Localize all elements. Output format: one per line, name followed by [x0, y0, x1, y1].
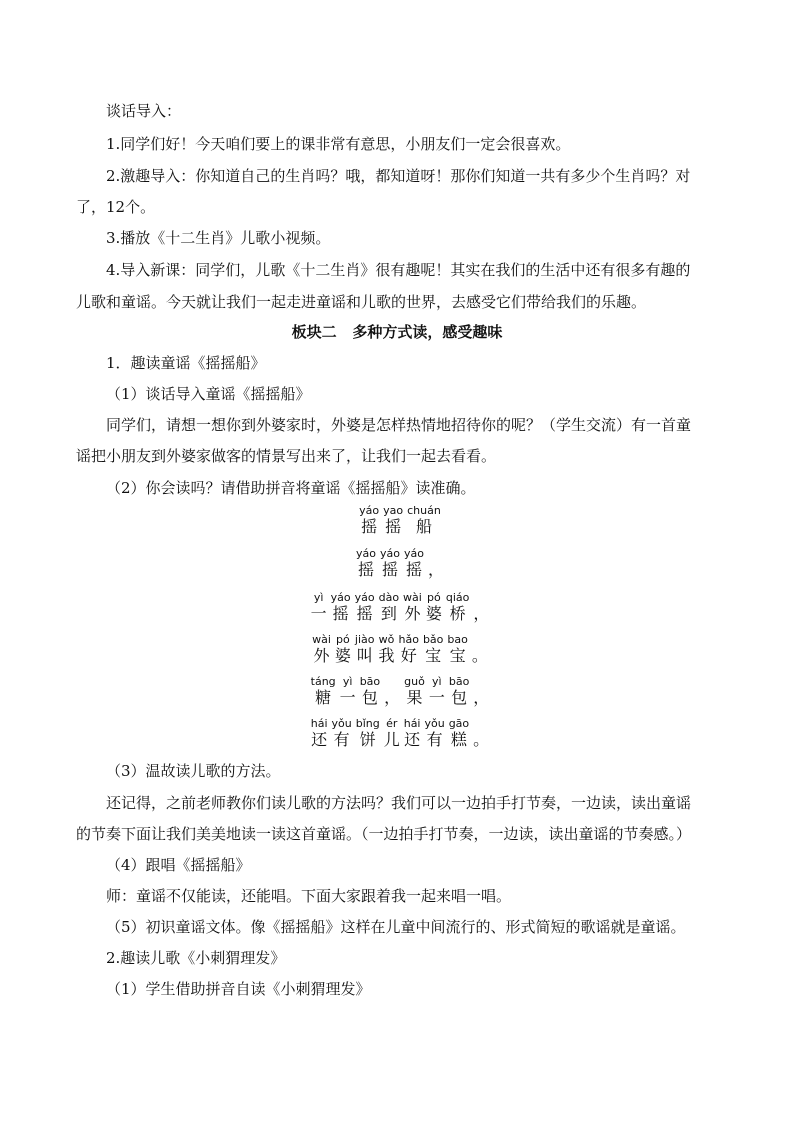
step-title: （4）跟唱《摇摇船》: [106, 856, 251, 874]
poem-char: 桥qiáo: [445, 591, 470, 623]
poem-char: 一yì: [428, 675, 445, 707]
paragraph-line: 了，12个。: [76, 198, 156, 216]
paragraph-line: 还记得，之前老师教你们读儿歌的方法吗？我们可以一边拍手打节奏，一边读，读出童谣: [106, 794, 692, 812]
poem-char: 摇yáo: [403, 547, 424, 579]
step-title: （1）学生借助拼音自读《小刺猬理发》: [106, 980, 371, 998]
paragraph-line: 谣把小朋友到外婆家做客的情景写出来了，让我们一起去看看。: [76, 447, 497, 465]
poem-char: ，: [427, 560, 444, 579]
poem-char: 还hái: [403, 717, 421, 749]
poem-char: 好hǎo: [398, 633, 419, 665]
poem-char: 外wài: [312, 633, 331, 665]
poem-char: 摇yao: [383, 504, 404, 536]
poem-line: [250, 634, 550, 666]
poem-char: 果guǒ: [404, 675, 425, 707]
poem-char: 叫jiào: [354, 633, 375, 665]
poem-line: [250, 718, 550, 750]
paragraph-line: 同学们，请想一想你到外婆家时，外婆是怎样热情地招待你的呢？（学生交流）有一首童: [106, 416, 692, 434]
poem-line: [250, 505, 550, 537]
paragraph-line: 师：童谣不仅能读，还能唱。下面大家跟着我一起来唱一唱。: [106, 887, 512, 905]
step-title: （1）谈话导入童谣《摇摇船》: [106, 385, 311, 403]
poem-char: 一yì: [310, 591, 327, 623]
poem-char: 。: [471, 646, 488, 665]
poem-char: 包bāo: [359, 675, 381, 707]
poem-char: 到dào: [378, 591, 400, 623]
poem-char: 婆pó: [334, 633, 351, 665]
poem-char: ，: [384, 688, 401, 707]
poem-line: [250, 592, 550, 624]
poem-char: 饼bǐng: [355, 717, 380, 749]
paragraph-line: 儿歌和童谣。今天就让我们一起走进童谣和儿歌的世界，去感受它们带给我们的乐趣。: [76, 293, 647, 311]
poem-char: ，: [473, 688, 490, 707]
poem-char: 有yǒu: [424, 717, 445, 749]
poem-char: 糕gāo: [448, 717, 470, 749]
poem-char: 婆pó: [425, 591, 442, 623]
paragraph-line: （5）初识童谣文体。像《摇摇船》这样在儿童中间流行的、形式简短的歌谣就是童谣。: [106, 918, 686, 936]
paragraph-line: 3.播放《十二生肖》儿歌小视频。: [106, 229, 331, 247]
poem-char: ，: [473, 604, 490, 623]
poem-char: 糖táng: [310, 675, 336, 707]
subsection-title: 1．趣读童谣《摇摇船》: [106, 354, 266, 372]
intro-label: 谈话导入：: [106, 102, 182, 120]
section-heading: 板块二 多种方式读，感受趣味: [291, 323, 503, 341]
poem-char: 船chuán: [407, 504, 441, 536]
poem-char: 摇yáo: [330, 591, 351, 623]
poem-char: 。: [473, 730, 490, 749]
paragraph-line: 的节奏下面让我们美美地读一读这首童谣。（一边拍手打节奏，一边读，读出童谣的节奏感。）: [76, 825, 692, 843]
paragraph-line: 4.导入新课：同学们，儿歌《十二生肖》很有趣呢！其实在我们的生活中还有很多有趣的: [106, 261, 691, 279]
poem-line: [250, 548, 550, 580]
poem-char: 我wǒ: [378, 633, 395, 665]
poem-char: 儿ér: [383, 717, 400, 749]
poem-char: 外wài: [403, 591, 422, 623]
poem-char: 一yì: [339, 675, 356, 707]
step-title: （3）温故读儿歌的方法。: [106, 762, 281, 780]
poem-char: 宝bǎo: [422, 633, 444, 665]
paragraph-line: 2.激趣导入：你知道自己的生肖吗？哦，都知道呀！那你们知道一共有多少个生肖吗？对: [106, 167, 691, 185]
paragraph-line: 1.同学们好！今天咱们要上的课非常有意思，小朋友们一定会很喜欢。: [106, 135, 571, 153]
poem-char: 包bāo: [448, 675, 470, 707]
poem-char: 还hái: [310, 717, 328, 749]
poem-char: 摇yáo: [380, 547, 400, 579]
step-title: （2）你会读吗？请借助拼音将童谣《摇摇船》读准确。: [106, 479, 476, 497]
poem-char: 宝bao: [447, 633, 468, 665]
poem-char: 摇yáo: [359, 504, 380, 536]
poem-char: 有yǒu: [331, 717, 352, 749]
poem-char: 摇yáo: [354, 591, 375, 623]
subsection-title: 2.趣读儿歌《小刺猬理发》: [106, 949, 286, 967]
poem-line: [250, 676, 550, 708]
poem-char: 摇yáo: [356, 547, 376, 579]
